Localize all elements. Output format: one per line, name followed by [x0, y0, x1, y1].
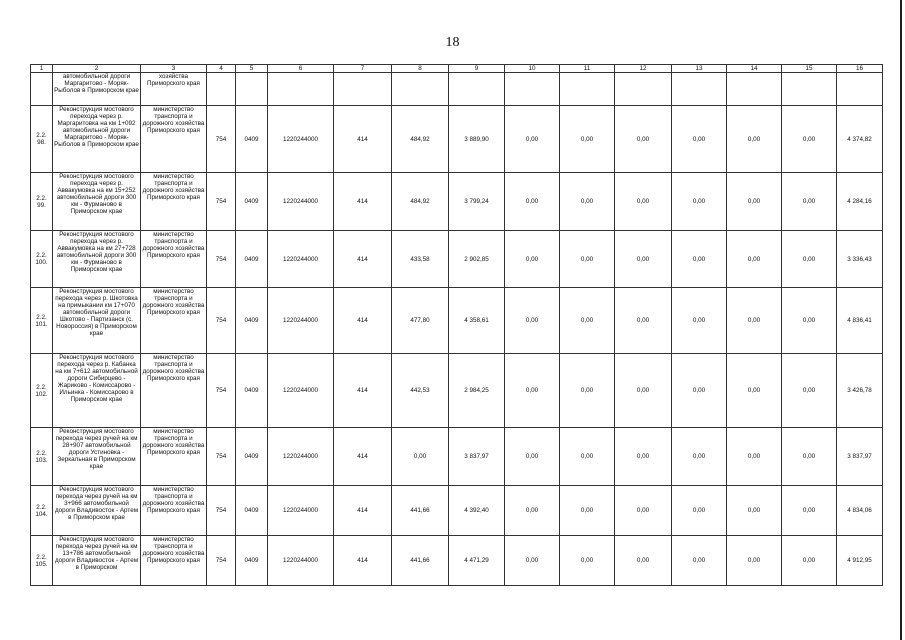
column-number: 10: [505, 65, 560, 73]
cell-expense-type: 414: [334, 173, 392, 231]
cell-value: 3 799,24: [449, 173, 505, 231]
cell-value: 0,00: [672, 486, 727, 536]
cell-value: 0,00: [615, 106, 672, 173]
cell-num: 2.2. 99.: [31, 173, 53, 231]
cell-total: 4 284,16: [837, 173, 883, 231]
cell-value: 0,00: [782, 173, 837, 231]
cell-grbs: 754: [207, 288, 236, 354]
cell-value: 0,00: [672, 536, 727, 586]
cell-grbs: 754: [207, 486, 236, 536]
cell-grbs: 754: [207, 231, 236, 288]
cell-target-article: 1220244000: [268, 354, 334, 428]
cell-value: 0,00: [560, 106, 615, 173]
cell-total: 4 912,95: [837, 536, 883, 586]
cell-name: Реконструкция мостового перехода через р. Маргаритовка на км 1+092 автомобильной дороги Маргаритово - Моряк-Рыболов в Приморском крае: [53, 106, 141, 173]
cell-value: 477,80: [392, 288, 449, 354]
cell-value: 0,00: [615, 536, 672, 586]
cell-expense-type: 414: [334, 486, 392, 536]
table-row: [31, 354, 883, 428]
page-number: 18: [445, 35, 460, 50]
cell-num: 2.2. 104.: [31, 486, 53, 536]
cell-section: 0409: [236, 173, 268, 231]
cell-grbs: 754: [207, 106, 236, 173]
column-number: 11: [560, 65, 615, 73]
column-number: 16: [837, 65, 883, 73]
cell-total: 3 336,43: [837, 231, 883, 288]
cell-num: 2.2. 102.: [31, 354, 53, 428]
cell-value: 0,00: [782, 106, 837, 173]
cell-value: 0,00: [615, 486, 672, 536]
table-row: [31, 486, 883, 536]
cell-name: Реконструкция мостового перехода через р. Аввакумовка на км 15+252 автомобильной дороги 300 км - Фурманово в Приморском крае: [53, 173, 141, 231]
cell-num: 2.2. 105.: [31, 536, 53, 586]
cell-value: 442,53: [392, 354, 449, 428]
cell-expense-type: 414: [334, 231, 392, 288]
cell-value: 4 358,61: [449, 288, 505, 354]
cell-value: 0,00: [505, 173, 560, 231]
cell-target-article: 1220244000: [268, 231, 334, 288]
column-number: 14: [727, 65, 782, 73]
cell-num: 2.2. 101.: [31, 288, 53, 354]
cell-target-article: 1220244000: [268, 536, 334, 586]
cell-value: 0,00: [672, 173, 727, 231]
cell-org: министерство транспорта и дорожного хозяйства Приморского края: [141, 288, 207, 354]
cell-num: 2.2. 98.: [31, 106, 53, 173]
cell-value: 0,00: [782, 486, 837, 536]
cell-section: 0409: [236, 106, 268, 173]
cell-value: 441,66: [392, 536, 449, 586]
cell-target-article: 1220244000: [268, 173, 334, 231]
cell-value: 0,00: [727, 486, 782, 536]
cell-value: 0,00: [672, 428, 727, 486]
cell-grbs: 754: [207, 173, 236, 231]
cell-value: 0,00: [727, 288, 782, 354]
cell-value: 0,00: [560, 354, 615, 428]
cell-section: 0409: [236, 536, 268, 586]
cell-expense-type: 414: [334, 106, 392, 173]
cell-value: 0,00: [505, 354, 560, 428]
cell-value: 0,00: [782, 354, 837, 428]
cell-org: министерство транспорта и дорожного хозяйства Приморского края: [141, 231, 207, 288]
cell-value: 0,00: [727, 173, 782, 231]
cell-value: 0,00: [505, 536, 560, 586]
cell-org: министерство транспорта и дорожного хозяйства Приморского края: [141, 173, 207, 231]
cell-value: 0,00: [615, 231, 672, 288]
cell-value: 0,00: [782, 428, 837, 486]
cell-value: 0,00: [560, 288, 615, 354]
cell-value: 484,92: [392, 106, 449, 173]
column-number: 2: [53, 65, 141, 73]
cell-section: 0409: [236, 486, 268, 536]
cell-section: 0409: [236, 231, 268, 288]
cell-target-article: 1220244000: [268, 106, 334, 173]
cell-name: Реконструкция мостового перехода через ручей на км 13+786 автомобильной дороги Владивосток - Артем в Приморском: [53, 536, 141, 586]
cell-expense-type: 414: [334, 288, 392, 354]
cell-value: 0,00: [505, 106, 560, 173]
cell-target-article: 1220244000: [268, 486, 334, 536]
continuation-row: [31, 73, 883, 106]
cell-value: 0,00: [727, 536, 782, 586]
cell-total: 4 836,41: [837, 288, 883, 354]
cell-value: 3 889,90: [449, 106, 505, 173]
cell-total: 4 374,82: [837, 106, 883, 173]
table-row: [31, 536, 883, 586]
cell-value: 0,00: [672, 288, 727, 354]
cell-value: 3 837,97: [449, 428, 505, 486]
column-number-row: [31, 65, 883, 73]
cell-value: 433,58: [392, 231, 449, 288]
cell-value: 0,00: [615, 354, 672, 428]
table-row: [31, 428, 883, 486]
cell-grbs: 754: [207, 536, 236, 586]
cell-grbs: 754: [207, 428, 236, 486]
cell-value: 441,66: [392, 486, 449, 536]
cell-value: 0,00: [782, 231, 837, 288]
cell-value: 0,00: [615, 428, 672, 486]
cell-name: Реконструкция мостового перехода через р. Аввакумовка на км 27+728 автомобильной дороги 300 км - Фурманово в Приморском крае: [53, 231, 141, 288]
cell-value: 4 471,29: [449, 536, 505, 586]
cell-name: автомобильной дороги Маргаритово - Моряк-Рыболов в Приморском крае: [53, 73, 141, 106]
cell-value: 0,00: [672, 231, 727, 288]
cell-section: 0409: [236, 288, 268, 354]
cell-value: 2 984,25: [449, 354, 505, 428]
cell-value: 0,00: [560, 486, 615, 536]
table-row: [31, 288, 883, 354]
cell-total: 4 834,06: [837, 486, 883, 536]
cell-value: 0,00: [560, 428, 615, 486]
cell-value: 0,00: [560, 173, 615, 231]
column-number: 4: [207, 65, 236, 73]
cell-org: министерство транспорта и дорожного хозяйства Приморского края: [141, 486, 207, 536]
cell-value: 0,00: [392, 428, 449, 486]
cell-value: 0,00: [727, 231, 782, 288]
cell-org: министерство транспорта и дорожного хозяйства Приморского края: [141, 106, 207, 173]
cell-target-article: 1220244000: [268, 288, 334, 354]
cell-value: 484,92: [392, 173, 449, 231]
table-row: [31, 173, 883, 231]
cell-value: 0,00: [727, 428, 782, 486]
cell-expense-type: 414: [334, 536, 392, 586]
cell-value: 0,00: [505, 231, 560, 288]
column-number: 12: [615, 65, 672, 73]
column-number: 6: [268, 65, 334, 73]
cell-num: 2.2. 103.: [31, 428, 53, 486]
cell-num: 2.2. 100.: [31, 231, 53, 288]
cell-value: 0,00: [672, 354, 727, 428]
cell-num: [31, 73, 53, 106]
cell-name: Реконструкция мостового перехода через ручей на км 28+907 автомобильной дороги Устиновка - Зеркальная в Приморском крае: [53, 428, 141, 486]
cell-value: 0,00: [727, 354, 782, 428]
cell-value: 0,00: [560, 536, 615, 586]
column-number: 13: [672, 65, 727, 73]
cell-section: 0409: [236, 428, 268, 486]
page-edge-line: [900, 0, 902, 640]
cell-total: 3 837,97: [837, 428, 883, 486]
cell-section: 0409: [236, 354, 268, 428]
column-number: 7: [334, 65, 392, 73]
cell-name: Реконструкция мостового перехода через ручей на км 3+966 автомобильной дороги Владивосток - Артем в Приморском крае: [53, 486, 141, 536]
column-number: 1: [31, 65, 53, 73]
cell-org: министерство транспорта и дорожного хозяйства Приморского края: [141, 428, 207, 486]
cell-expense-type: 414: [334, 428, 392, 486]
cell-org: министерство транспорта и дорожного хозяйства Приморского края: [141, 536, 207, 586]
cell-name: Реконструкция мостового перехода через р. Кабанка на км 7+612 автомобильной дороги Сибирцево - Жариково - Комиссарово - Ильинка - Комиссарово в Приморском крае: [53, 354, 141, 428]
cell-value: 2 902,85: [449, 231, 505, 288]
column-number: 5: [236, 65, 268, 73]
cell-total: 3 426,78: [837, 354, 883, 428]
cell-target-article: 1220244000: [268, 428, 334, 486]
cell-value: 0,00: [672, 106, 727, 173]
cell-name: Реконструкция мостового перехода через р. Шкотовка на примыкании км 17+070 автомобильной дороги Шкотово - Партизанск (с. Новороссия) в Приморском крае: [53, 288, 141, 354]
cell-value: 0,00: [727, 106, 782, 173]
column-number: 15: [782, 65, 837, 73]
table-row: [31, 231, 883, 288]
cell-org: хозяйства Приморского края: [141, 73, 207, 106]
budget-table: [30, 64, 883, 586]
table-row: [31, 106, 883, 173]
cell-value: 0,00: [615, 288, 672, 354]
cell-grbs: 754: [207, 354, 236, 428]
column-number: 8: [392, 65, 449, 73]
cell-value: 0,00: [505, 428, 560, 486]
cell-value: 0,00: [782, 288, 837, 354]
cell-value: 0,00: [615, 173, 672, 231]
column-number: 3: [141, 65, 207, 73]
cell-value: 0,00: [505, 288, 560, 354]
cell-value: 4 392,40: [449, 486, 505, 536]
cell-org: министерство транспорта и дорожного хозяйства Приморского края: [141, 354, 207, 428]
cell-value: 0,00: [782, 536, 837, 586]
cell-expense-type: 414: [334, 354, 392, 428]
cell-value: 0,00: [560, 231, 615, 288]
column-number: 9: [449, 65, 505, 73]
cell-value: 0,00: [505, 486, 560, 536]
